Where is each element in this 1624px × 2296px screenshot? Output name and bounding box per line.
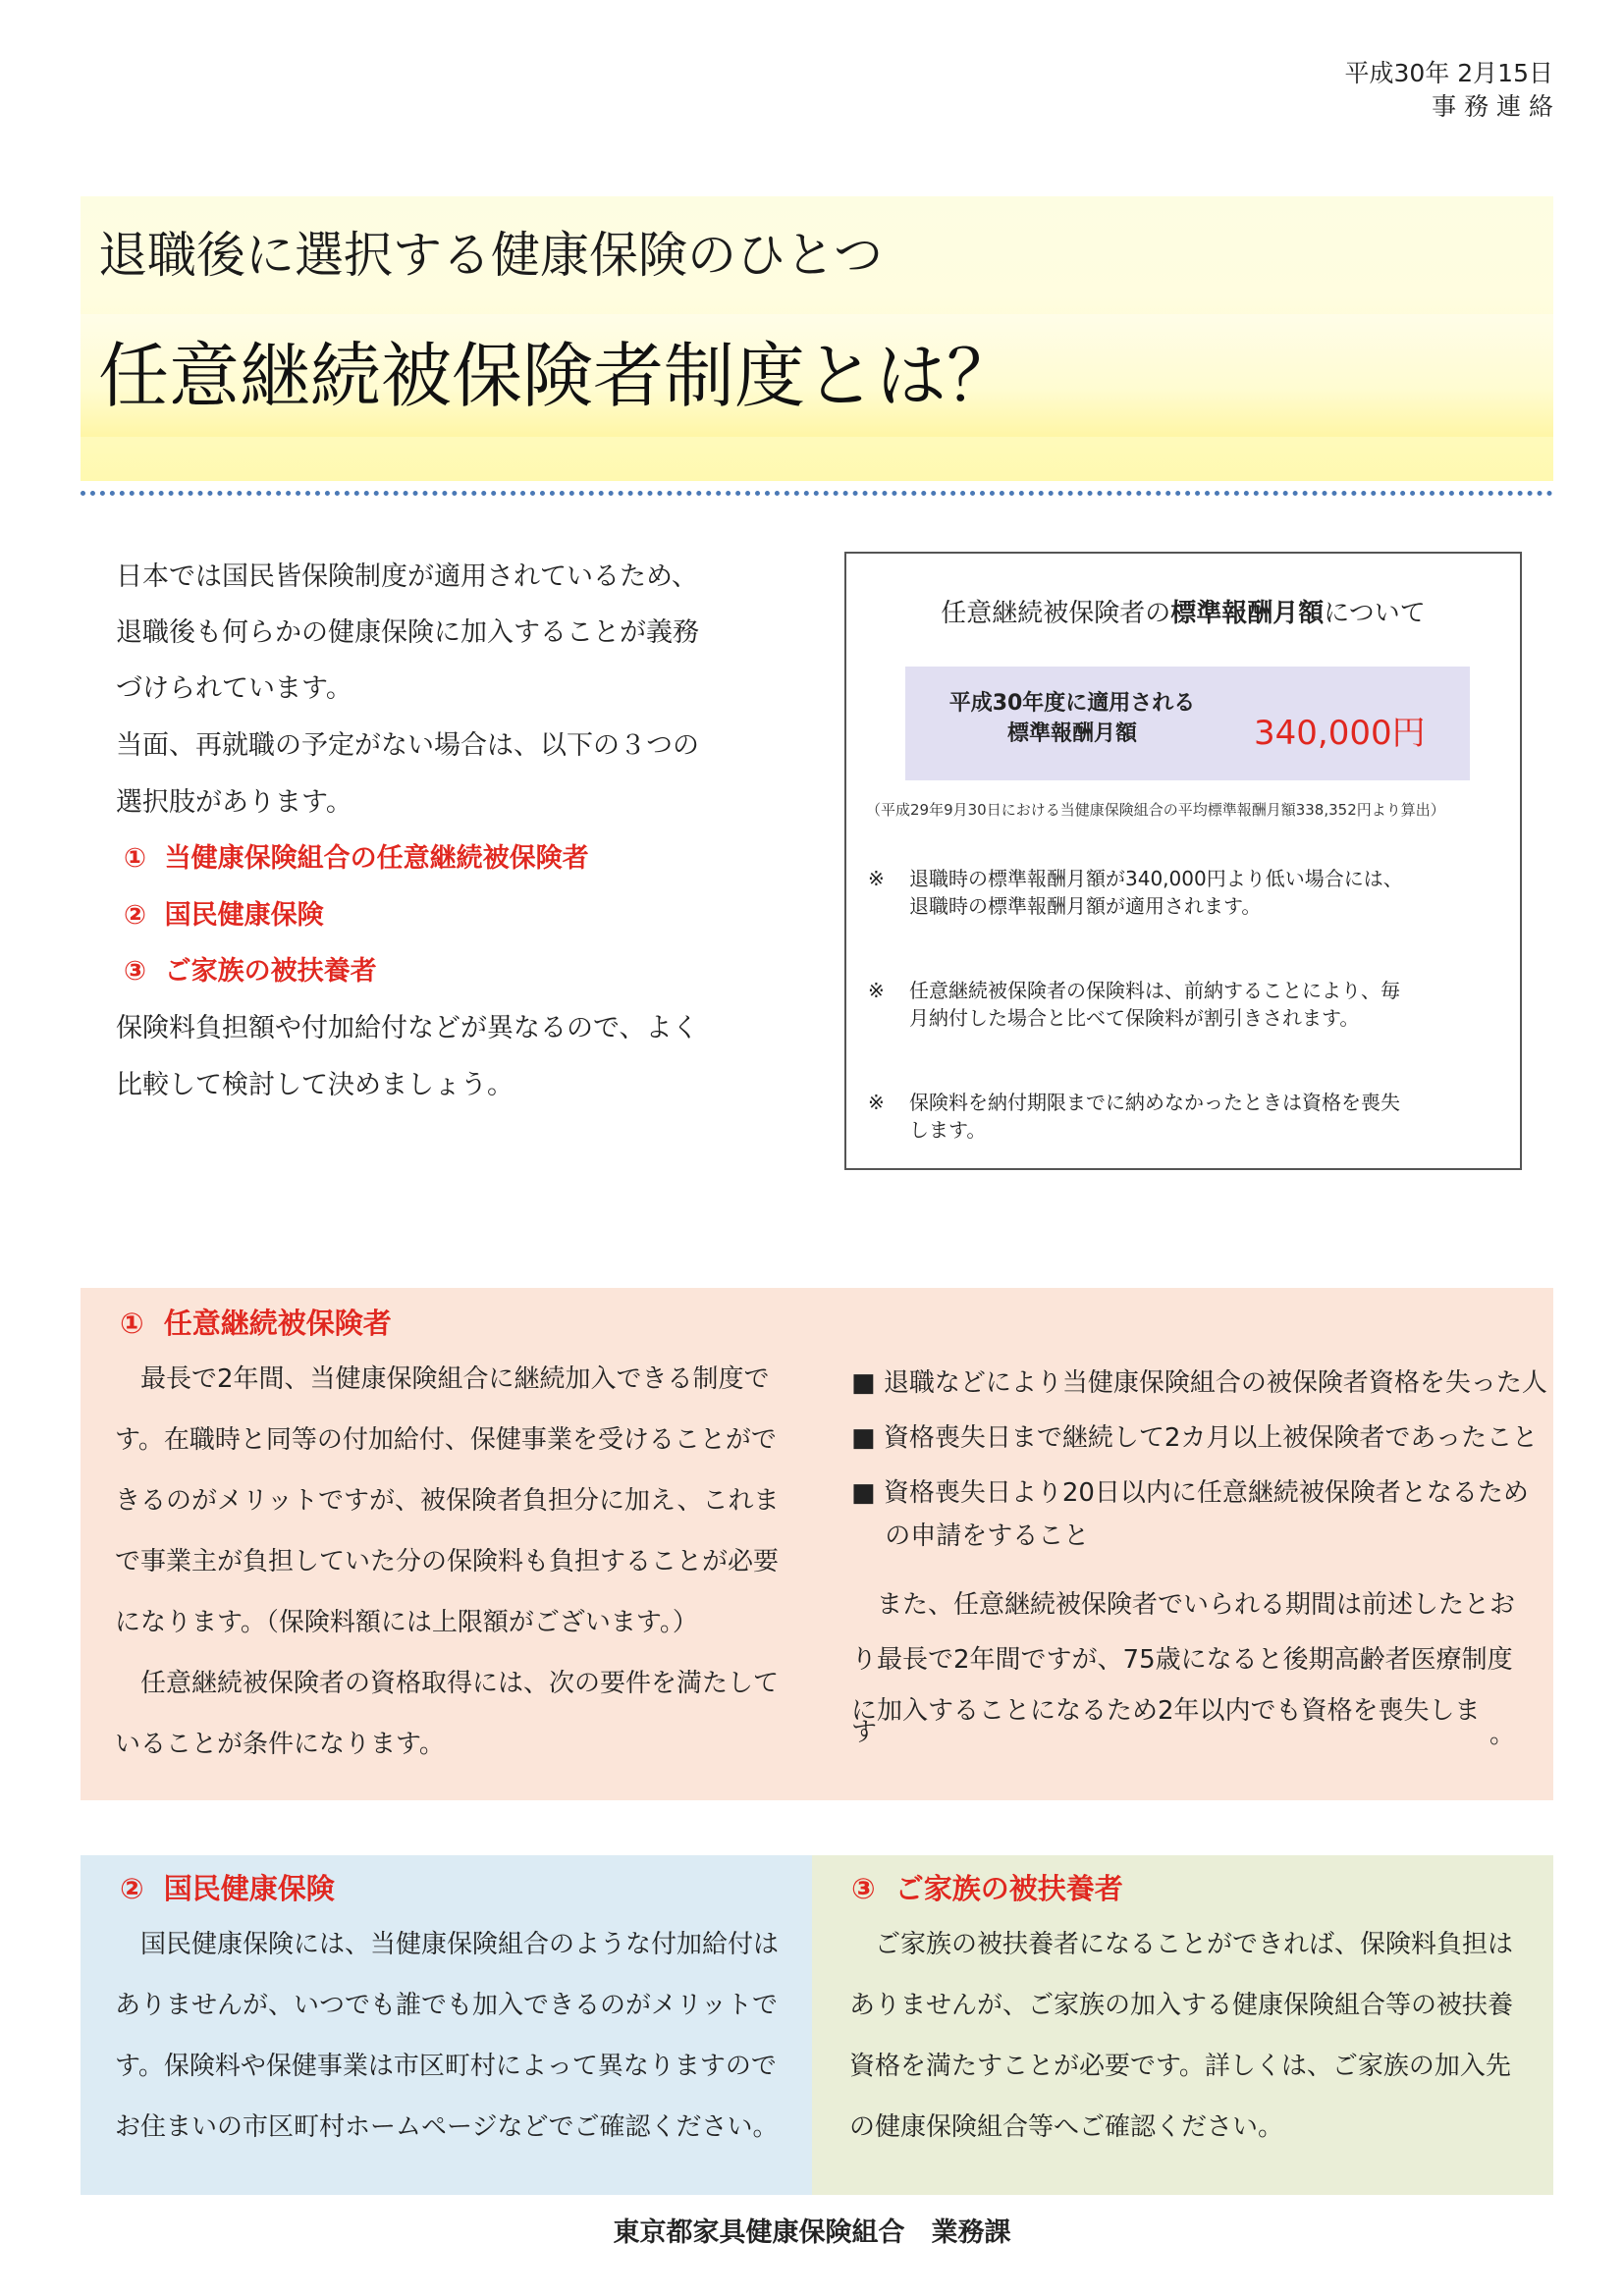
body-line: す <box>851 1718 878 1747</box>
body-line: す。保険料や保健事業は市区町村によって異なりますので <box>115 2052 777 2081</box>
intro-line: 当面、再就職の予定がない場合は、以下の３つの <box>116 730 699 761</box>
heading-emphasis: 標準報酬月額 <box>1170 599 1325 628</box>
body-line: ご家族の被扶養者になることができれば、保険料負担は <box>849 1930 1514 1959</box>
intro-line: 退職後も何らかの健康保険に加入することが義務 <box>116 617 699 648</box>
intro-closing-line: 比較して検討して決めましょう。 <box>116 1070 514 1100</box>
requirement-item: ■ 退職などにより当健康保険組合の被保険者資格を失った人 <box>851 1368 1547 1398</box>
note-text: 任意継続被保険者の保険料は、前納することにより、毎 <box>909 979 1400 1002</box>
section-title: ③ ご家族の被扶養者 <box>851 1872 1123 1905</box>
page-title: 任意継続被保険者制度とは？ <box>98 335 1018 417</box>
intro-line: 選択肢があります。 <box>116 787 352 818</box>
remuneration-label-line: 標準報酬月額 <box>1006 721 1137 746</box>
note-mark: ※ <box>868 1091 885 1114</box>
body-line: また、任意継続被保険者でいられる期間は前述したとお <box>851 1590 1516 1620</box>
body-line: きるのがメリットですが、被保険者負担分に加え、これま <box>115 1486 780 1516</box>
remuneration-label-line: 平成30年度に適用される <box>948 691 1196 716</box>
body-line: り最長で2年間ですが、75歳になると後期高齢者医療制度 <box>851 1645 1513 1675</box>
standard-box-heading <box>846 593 1520 629</box>
section-national-health-insurance <box>81 1855 812 2195</box>
note-text: 月納付した場合と比べて保険料が割引きされます。 <box>909 1006 1360 1030</box>
option-item-3: ③ ご家族の被扶養者 <box>124 956 377 987</box>
body-line: 国民健康保険には、当健康保険組合のような付加給付は <box>115 1930 780 1959</box>
requirement-item: ■ 資格喪失日まで継続して2カ月以上被保険者であったこと <box>851 1423 1539 1453</box>
remuneration-value: 340,000円 <box>1254 714 1426 753</box>
page-subtitle: 退職後に選択する健康保険のひとつ <box>98 227 883 284</box>
body-line: で事業主が負担していた分の保険料も負担することが必要 <box>115 1547 780 1576</box>
intro-line: づけられています。 <box>116 673 352 704</box>
body-line: 資格を満たすことが必要です。詳しくは、ご家族の加入先 <box>849 2052 1511 2081</box>
body-line: す。在職時と同等の付加給付、保健事業を受けることがで <box>115 1425 777 1455</box>
dotted-divider <box>81 491 1553 496</box>
heading-text: について <box>1324 599 1426 628</box>
note-text: 退職時の標準報酬月額が適用されます。 <box>909 894 1262 918</box>
remuneration-panel <box>905 667 1470 780</box>
requirement-item: の申請をすること <box>851 1522 1090 1551</box>
body-line: の健康保険組合等へご確認ください。 <box>849 2112 1284 2142</box>
document-type: 事 務 連 絡 <box>1432 92 1553 121</box>
note-text: します。 <box>909 1118 987 1142</box>
calculation-source-note: （平成29年9月30日における当健康保険組合の平均標準報酬月額338,352円より算出） <box>866 801 1445 819</box>
requirement-item: ■ 資格喪失日より20日以内に任意継続被保険者となるため <box>851 1478 1529 1508</box>
body-line: いることが条件になります。 <box>115 1730 445 1759</box>
standard-remuneration-box <box>844 552 1522 1170</box>
body-line: 任意継続被保険者の資格取得には、次の要件を満たして <box>115 1669 780 1698</box>
body-line-end-mark: 。 <box>1489 1720 1516 1749</box>
option-item-1: ① 当健康保険組合の任意継続被保険者 <box>124 843 589 874</box>
note-mark: ※ <box>868 867 885 890</box>
issuer-footer: 東京都家具健康保険組合 業務課 <box>613 2217 1011 2248</box>
intro-closing-line: 保険料負担額や付加給付などが異なるので、よく <box>116 1013 699 1043</box>
section-title: ① 任意継続被保険者 <box>120 1307 392 1340</box>
remuneration-label <box>905 688 1239 749</box>
section-title: ② 国民健康保険 <box>120 1872 335 1905</box>
heading-text: 任意継続被保険者の <box>941 599 1171 628</box>
note-text: 保険料を納付期限までに納めなかったときは資格を喪失 <box>909 1091 1400 1114</box>
header-date-block <box>1345 57 1553 124</box>
body-line: に加入することになるため2年以内でも資格を喪失しま <box>851 1696 1481 1726</box>
note-mark: ※ <box>868 979 885 1002</box>
section-voluntary-continuation <box>81 1288 1553 1800</box>
body-line: になります。（保険料額には上限額がございます。） <box>115 1608 698 1637</box>
body-line: ありませんが、ご家族の加入する健康保険組合等の被扶養 <box>849 1991 1514 2020</box>
intro-line: 日本では国民皆保険制度が適用されているため、 <box>116 561 698 592</box>
issue-date: 平成30年 2月15日 <box>1344 59 1553 87</box>
section-family-dependent <box>812 1855 1553 2195</box>
note-text: 退職時の標準報酬月額が340,000円より低い場合には、 <box>909 867 1403 890</box>
body-line: 最長で2年間、当健康保険組合に継続加入できる制度で <box>115 1364 770 1394</box>
option-item-2: ② 国民健康保険 <box>124 900 324 931</box>
body-line: ありませんが、いつでも誰でも加入できるのがメリットで <box>115 1991 778 2020</box>
body-line: お住まいの市区町村ホームページなどでご確認ください。 <box>115 2112 779 2142</box>
